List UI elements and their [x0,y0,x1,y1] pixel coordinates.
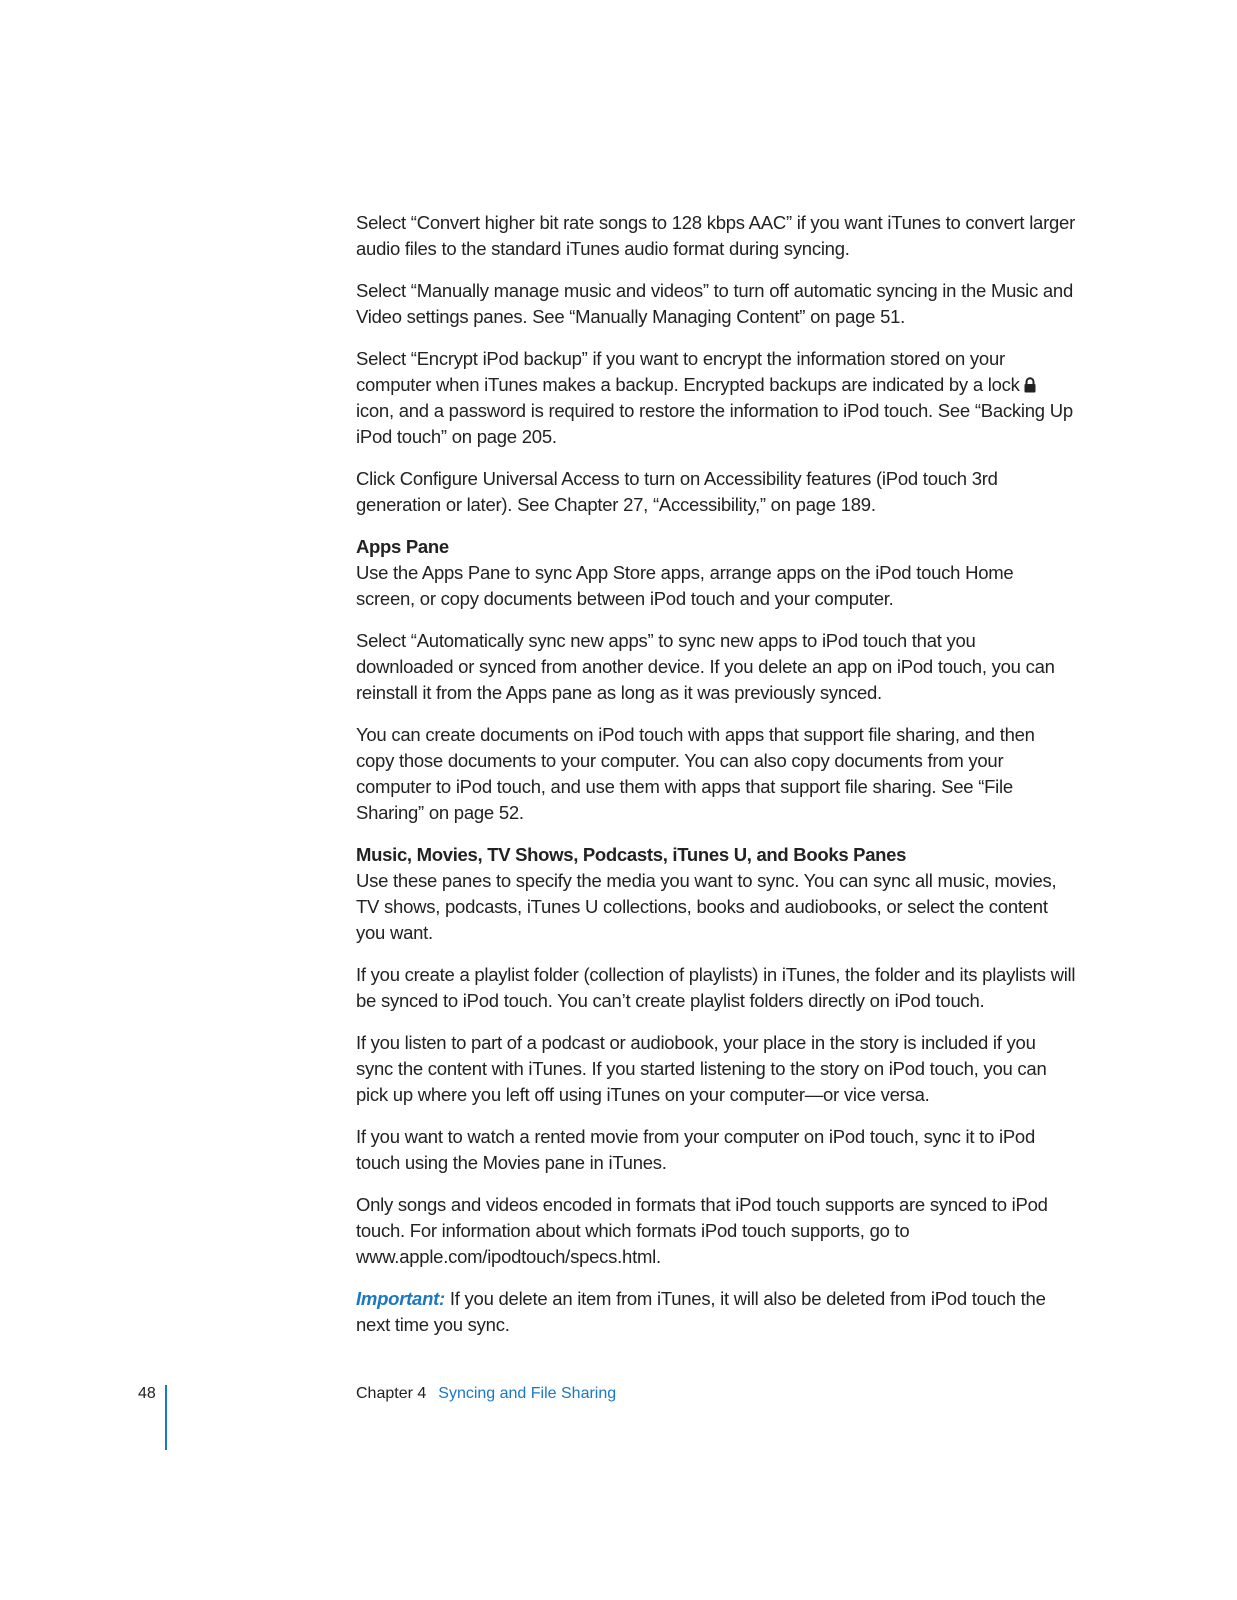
footer-divider [165,1385,167,1450]
encrypt-text-after: icon, and a password is required to restore the information to iPod touch. See “Backing Up iPod touch” on page 205. [356,400,1073,447]
media-panes-paragraph: Only songs and videos encoded in formats that iPod touch supports are synced to iPod touch. For information about which formats iPod touch supports, go to www.apple.com/ipodtouch/specs.html. [356,1194,1048,1267]
media-panes-paragraph: If you create a playlist folder (collection of playlists) in iTunes, the folder and its playlists will be synced to iPod touch. You can’t create playlist folders directly on iPod touch. [356,964,1076,1011]
lock-icon [1023,377,1037,393]
page-body [356,210,1076,1354]
media-panes-paragraph: If you want to watch a rented movie from your computer on iPod touch, sync it to iPod touch using the Movies pane in iTunes. [356,1126,1036,1173]
media-panes-paragraph: If you listen to part of a podcast or audiobook, your place in the story is included if you sync the content with iTunes. If you started listening to the story on iPod touch, you can pick up where you left off using iTunes on your computer—or vice versa. [356,1032,1047,1105]
apps-pane-paragraph: Use the Apps Pane to sync App Store apps, arrange apps on the iPod touch Home screen, or copy documents between iPod touch and your computer. [356,562,1014,609]
media-panes-paragraph: Use these panes to specify the media you want to sync. You can sync all music, movies, TV shows, podcasts, iTunes U collections, books and audiobooks, or select the content you want. [356,870,1057,943]
apps-pane-paragraph: You can create documents on iPod touch with apps that support file sharing, and then copy those documents to your computer. You can also copy documents from your computer to iPod touch, and use them with apps that support file sharing. See “File Sharing” on page 52. [356,724,1035,823]
chapter-title: Syncing and File Sharing [438,1385,617,1402]
chapter-label: Chapter 4 [356,1385,427,1402]
important-note [356,1286,1076,1338]
apps-pane-paragraph: Select “Automatically sync new apps” to sync new apps to iPod touch that you downloaded or synced from another device. If you delete an app on iPod touch, you can reinstall it from the Apps pane as long as it was previously synced. [356,630,1055,703]
paragraph-convert-bitrate: Select “Convert higher bit rate songs to 128 kbps AAC” if you want iTunes to convert larger audio files to the standard iTunes audio format during syncing. [356,212,1075,259]
paragraph-universal-access: Click Configure Universal Access to turn on Accessibility features (iPod touch 3rd generation or later). See Chapter 27, “Accessibility,” on page 189. [356,468,998,515]
important-label: Important: [356,1288,445,1309]
paragraph-manually-manage: Select “Manually manage music and videos” to turn off automatic syncing in the Music and Video settings panes. See “Manually Managing Content” on page 51. [356,280,1074,327]
chapter-footer [356,1384,616,1404]
important-text: If you delete an item from iTunes, it will also be deleted from iPod touch the next time you sync. [356,1288,1046,1335]
media-panes-heading: Music, Movies, TV Shows, Podcasts, iTunes U, and Books Panes [356,844,907,865]
paragraph-encrypt-backup [356,346,1076,450]
encrypt-text-before: Select “Encrypt iPod backup” if you want to encrypt the information stored on your computer when iTunes makes a backup. Encrypted backups are indicated by a lock [356,348,1020,395]
page-number: 48 [138,1385,156,1402]
apps-pane-heading: Apps Pane [356,536,449,557]
